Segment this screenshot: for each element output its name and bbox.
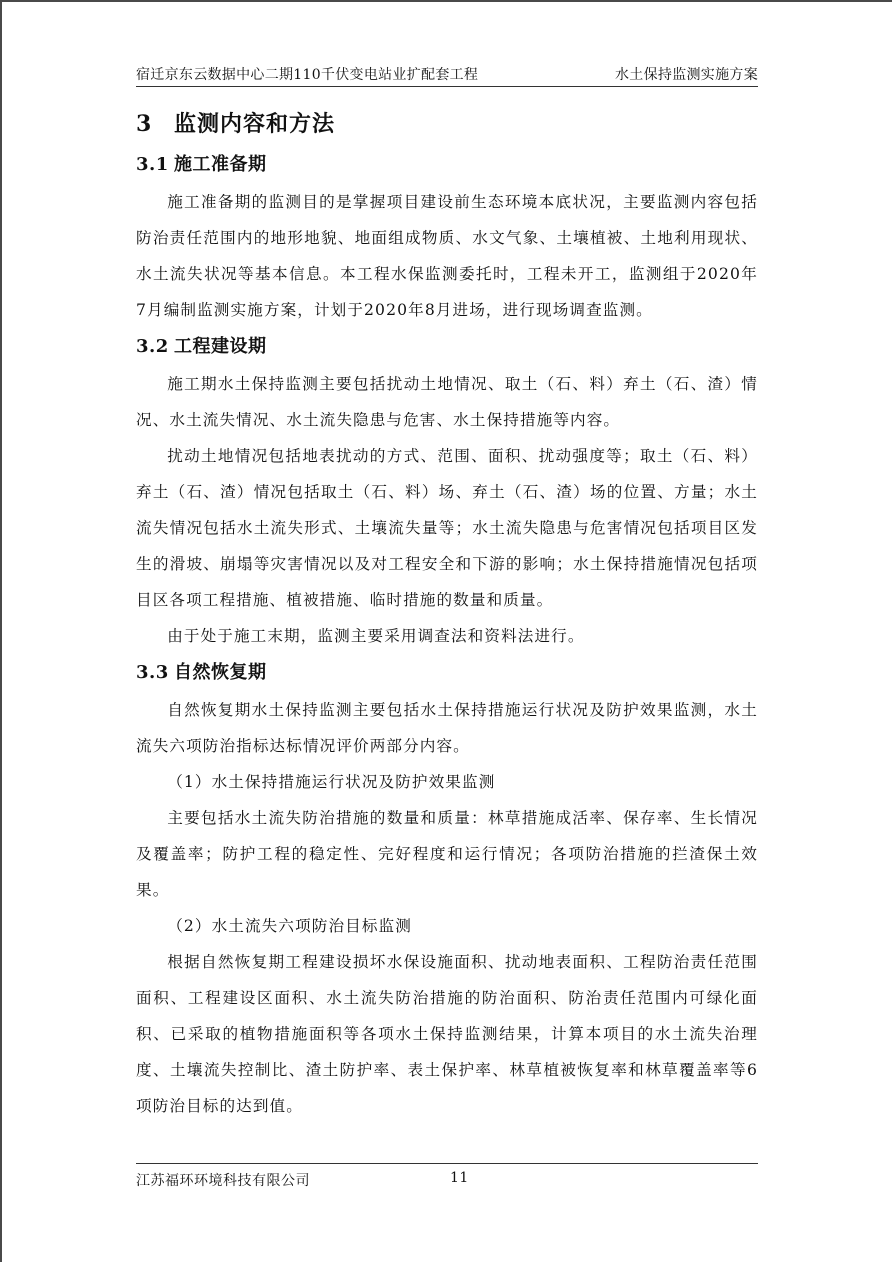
page-number: 11 <box>450 1170 469 1186</box>
paragraph: 施工准备期的监测目的是掌握项目建设前生态环境本底状况，主要监测内容包括防治责任范围内的地形地貌、地面组成物质、水文气象、土壤植被、土地利用现状、水土流失状况等基本信息。本工程水保监测委托时，工程未开工，监测组于2020年7月编制监测实施方案，计划于2020年8月进场，进行现场调查监测。 <box>136 193 758 319</box>
paragraph: 施工期水土保持监测主要包括扰动土地情况、取土（石、料）弃土（石、渣）情况、水土流失情况、水土流失隐患与危害、水土保持措施等内容。 <box>136 375 758 429</box>
header-document-title: 水土保持监测实施方案 <box>615 67 758 83</box>
section-heading <box>136 106 758 146</box>
subsection-number: 3.1 <box>136 154 169 175</box>
header-project-title: 宿迁京东云数据中心二期110千伏变电站业扩配套工程 <box>136 67 479 83</box>
page-footer <box>136 1163 758 1194</box>
subsection-title: 施工准备期 <box>174 154 267 175</box>
footer-company: 江苏福环环境科技有限公司 <box>136 1173 310 1189</box>
subsection-number: 3.3 <box>136 662 169 683</box>
subsection-heading-3-1 <box>136 146 758 184</box>
paragraph: 由于处于施工末期，监测主要采用调查法和资料法进行。 <box>167 627 585 645</box>
subsection-heading-3-3 <box>136 654 758 692</box>
subsection-heading-3-2 <box>136 328 758 366</box>
section-title: 监测内容和方法 <box>174 111 336 137</box>
subsection-title: 工程建设期 <box>174 336 267 357</box>
list-heading: （2）水土流失六项防治目标监测 <box>167 917 412 935</box>
page-header <box>136 64 758 87</box>
section-number: 3 <box>136 111 153 137</box>
subsection-title: 自然恢复期 <box>174 662 267 683</box>
page-edge-left <box>0 0 2 1262</box>
list-heading: （1）水土保持措施运行状况及防护效果监测 <box>167 773 496 791</box>
page-content <box>136 106 758 1124</box>
paragraph: 主要包括水土流失防治措施的数量和质量：林草措施成活率、保存率、生长情况及覆盖率；防护工程的稳定性、完好程度和运行情况；各项防治措施的拦渣保土效果。 <box>136 809 758 899</box>
paragraph: 自然恢复期水土保持监测主要包括水土保持措施运行状况及防护效果监测，水土流失六项防治指标达标情况评价两部分内容。 <box>136 701 758 755</box>
paragraph: 扰动土地情况包括地表扰动的方式、范围、面积、扰动强度等；取土（石、料）弃土（石、渣）情况包括取土（石、料）场、弃土（石、渣）场的位置、方量；水土流失情况包括水土流失形式、土壤流失量等；水土流失隐患与危害情况包括项目区发生的滑坡、崩塌等灾害情况以及对工程安全和下游的影响；水土保持措施情况包括项目区各项工程措施、植被措施、临时措施的数量和质量。 <box>136 447 758 609</box>
page-edge-top <box>0 0 892 2</box>
paragraph: 根据自然恢复期工程建设损坏水保设施面积、扰动地表面积、工程防治责任范围面积、工程建设区面积、水土流失防治措施的防治面积、防治责任范围内可绿化面积、已采取的植物措施面积等各项水土保持监测结果，计算本项目的水土流失治理度、土壤流失控制比、渣土防护率、表土保护率、林草植被恢复率和林草覆盖率等6项防治目标的达到值。 <box>136 953 758 1115</box>
subsection-number: 3.2 <box>136 336 169 357</box>
